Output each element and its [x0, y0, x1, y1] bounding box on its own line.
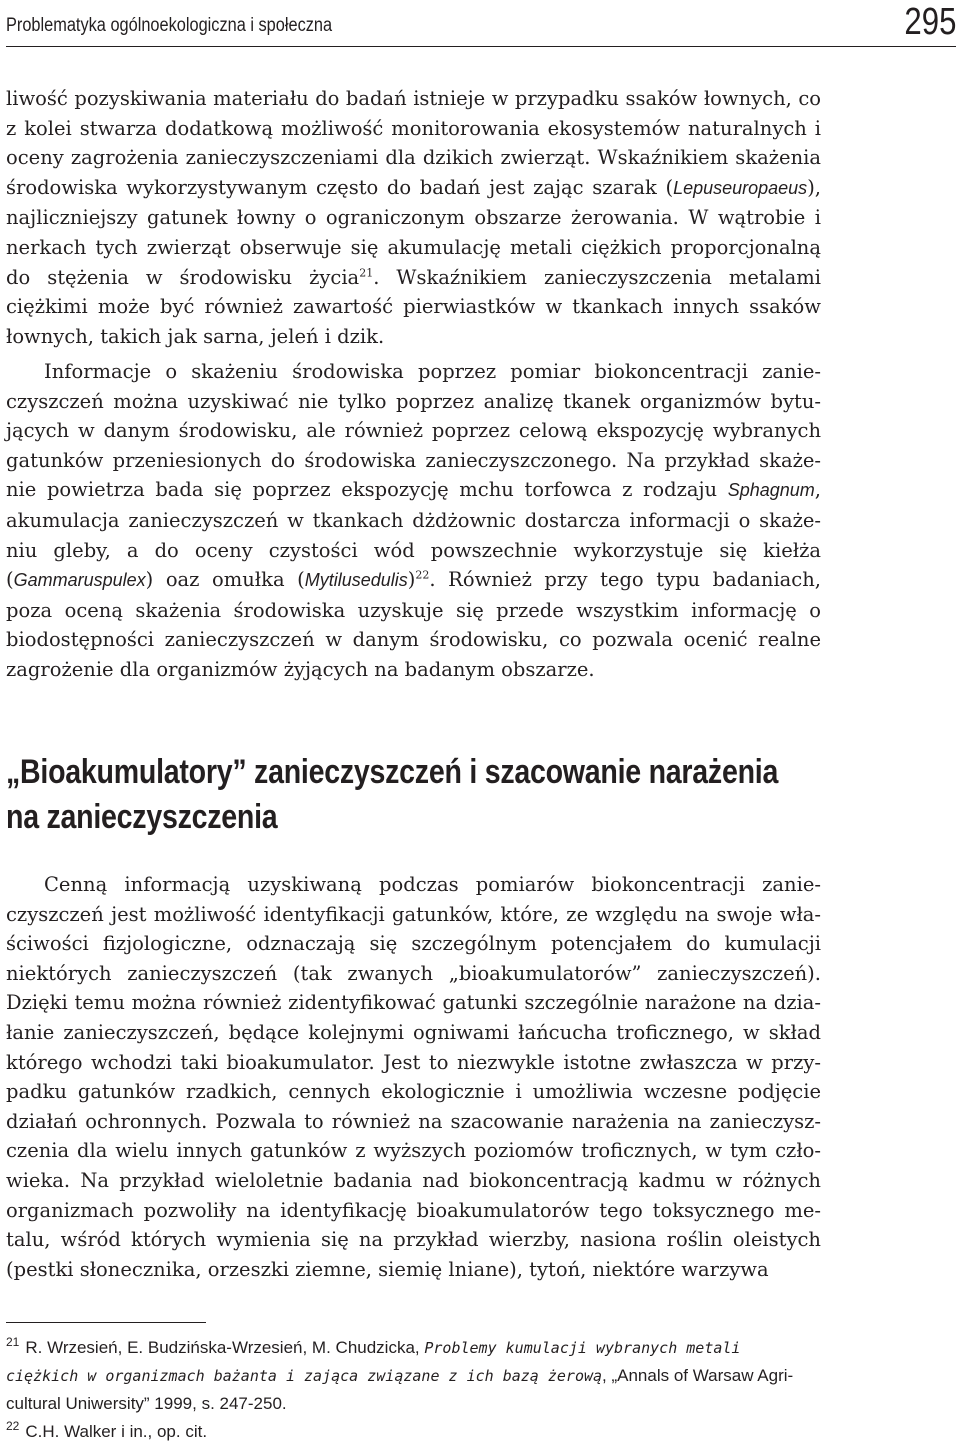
footnote-22: [6, 1418, 821, 1446]
section-heading-line-1: „Bioakumulatory” zanieczyszczeń i szacowanie narażenia: [6, 753, 779, 791]
paragraph-2-text-e: . Również przy tego typu badaniach, poza oceną skażenia środowiska uzyskuje się przede wszystkim informację o biodostępności zanieczyszczeń w danym środowisku, co pozwala ocenić realne zagrożenie dla organizmów żyjących na badanym obszarze.: [6, 568, 821, 681]
paragraph-3: Cenną informacją uzyskiwaną podczas pomiarów biokoncentracji zanieczyszczeń jest możliwość identyfikacji gatunków, które, ze względu na swoje właściwości fizjologiczne, odznaczają się szczególnym potencjałem do kumulacji niektórych zanieczyszczeń (tak zwanych „bioakumulatorów” zanieczyszczeń). Dzięki temu można również zidentyfikować gatunki szczególnie narażone na działanie zanieczyszczeń, będące kolejnymi ogniwami łańcucha troficznego, w skład którego wchodzi taki bioakumulator. Jest to niezwykle istotne zwłaszcza w przypadku gatunków rzadkich, cennych ekologicznie i umożliwia wczesne podjęcie działań ochronnych. Pozwala to również na szacowanie narażenia na zanieczyszczenia dla wielu innych gatunków z wyższych poziomów troficznych, w tym człowieka. Na przykład wieloletnie badania nad biokoncentracją kadmu w różnych organizmach pozwoliły na identyfikację bioakumulatorów tego toksycznego metalu, wśród których wymienia się na przykład wierzby, nasiona roślin oleistych (pestki słonecznika, orzeszki ziemne, siemię lniane), tytoń, niektóre warzywa: [6, 873, 821, 1281]
latin-name-mytilus: Mytilusedulis: [304, 570, 408, 591]
latin-name-gammarus: Gammaruspulex: [13, 570, 146, 591]
paragraph-1-text-b: ), najliczniejszy gatunek łowny o ograniczonym obszarze żerowania. W wątrobie i nerkach tych zwierząt obserwuje się akumulację metali ciężkich proporcjonalną do stężenia w środowisku życia: [6, 175, 821, 289]
footnote-21-authors: R. Wrzesień, E. Budzińska-Wrzesień, M. Chudzicka,: [25, 1338, 425, 1357]
footnote-ref-22[interactable]: 22: [415, 568, 430, 582]
page-number: 295: [904, 1, 956, 43]
paragraph-2-text-a: Informacje o skażeniu środowiska poprzez pomiar biokoncentracji zanieczyszczeń można uzyskiwać nie tylko poprzez analizę tkanek organizmów bytujących w danym środowisku, ale również poprzez celową ekspozycję wybranych gatunków przeniesionych do środowiska zanieczyszczonego. Na przykład skażenie powietrza bada się poprzez ekspozycję mchu torfowca z rodzaju: [6, 360, 821, 502]
footnote-22-text: C.H. Walker i in., op. cit.: [25, 1422, 208, 1441]
footnote-21-title: Problemy kumulacji wybranych metali ciężkich w organizmach bażanta i zająca związane z ich bazą żerową: [6, 1339, 741, 1385]
paragraph-2-text-c: ) oaz omułka (: [145, 568, 305, 592]
footnote-21-rest: , „Annals of Warsaw Agricultural Uniwersity” 1999, s. 247-250.: [6, 1366, 794, 1413]
section-heading-line-2: na zanieczyszczenia: [6, 798, 278, 836]
paragraph-1-text-c: . Wskaźnikiem zanieczyszczenia metalami ciężkimi może być również zawartość pierwiastków w tkankach innych ssaków łownych, takich jak sarna, jeleń i dzik.: [6, 265, 821, 348]
paragraph-2: [6, 357, 821, 685]
latin-name-lepus: Lepuseuropaeus: [673, 177, 808, 198]
footnote-22-number: 22: [6, 1419, 20, 1434]
paragraph-1: [6, 84, 821, 351]
paragraph-2-text-d: ): [407, 568, 416, 592]
paragraph-2-text-b: , akumulacja zanieczyszczeń w tkankach dżdżownic dostarcza informacji o skażeniu gleby, a do oceny czystości wód powszechnie wykorzystuje się kiełża (: [6, 478, 821, 592]
footnote-separator: [6, 1322, 206, 1323]
latin-name-sphagnum: Sphagnum: [727, 480, 815, 501]
footnote-21-number: 21: [6, 1335, 20, 1350]
paragraph-1-text-a: liwość pozyskiwania materiału do badań istnieje w przypadku ssaków łownych, co z kolei stwarza dodatkową możliwość monitorowania ekosystemów naturalnych i oceny zagrożenia zanieczyszczeniami dla dzikich zwierząt. Wskaźnikiem skażenia środowiska wykorzystywanym często do badań jest zając szarak (: [6, 87, 821, 199]
running-head: Problematyka ogólnoekologiczna i społeczna: [6, 15, 333, 36]
section-heading: [6, 750, 812, 840]
page-header: [6, 0, 956, 47]
footnote-21: [6, 1334, 821, 1418]
footnotes: [6, 1334, 821, 1446]
footnote-ref-21[interactable]: 21: [359, 266, 374, 280]
